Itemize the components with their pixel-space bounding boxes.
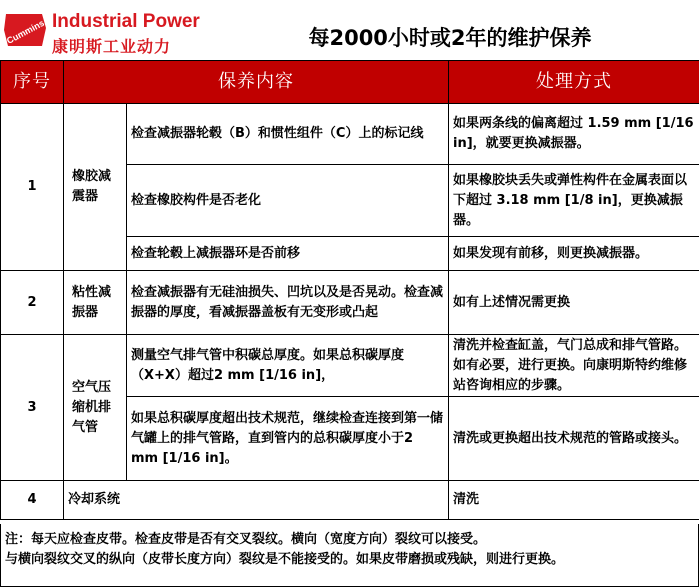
action-cell: 清洗并检查缸盖，气门总成和排气管路。如有必要，进行更换。向康明斯特约维修站咨询相应的步骤。 xyxy=(449,335,699,397)
action-cell: 如有上述情况需更换 xyxy=(449,271,699,335)
brand-logo-area xyxy=(2,4,262,54)
content-cell: 如果总积碳厚度超出技术规范，继续检查连接到第一储气罐上的排气管路，直到管内的总积碳厚度小于2 mm [1/16 in]。 xyxy=(127,397,449,481)
table-header-row xyxy=(1,61,699,104)
table-row xyxy=(1,481,699,520)
page-title: 每2000小时或2年的维护保养 xyxy=(308,26,592,50)
table-row xyxy=(1,104,699,165)
maintenance-table xyxy=(0,60,699,520)
header-no: 序号 xyxy=(1,61,64,104)
content-cell: 检查橡胶构件是否老化 xyxy=(127,165,449,237)
logo-wordmark: Cummins xyxy=(5,17,46,46)
brand-name-en: Industrial Power xyxy=(52,11,200,32)
footnote xyxy=(0,524,699,587)
component-name: 橡胶减震器 xyxy=(64,104,127,271)
brand-name-cn: 康明斯工业动力 xyxy=(52,37,172,56)
content-cell: 检查减振器有无硅油损失、凹坑以及是否晃动。检查减振器的厚度，看减振器盖板有无变形或凸起 xyxy=(127,271,449,335)
action-cell: 如果发现有前移，则更换减振器。 xyxy=(449,237,699,271)
content-cell: 冷却系统 xyxy=(64,481,449,520)
row-number: 1 xyxy=(1,104,64,271)
action-cell: 清洗或更换超出技术规范的管路或接头。 xyxy=(449,397,699,481)
row-number: 4 xyxy=(1,481,64,520)
content-cell: 检查减振器轮毂（B）和惯性组件（C）上的标记线 xyxy=(127,104,449,165)
content-cell: 测量空气排气管中积碳总厚度。如果总积碳厚度（X+X）超过2 mm [1/16 in]， xyxy=(127,335,449,397)
component-name: 粘性减振器 xyxy=(64,271,127,335)
header-action: 处理方式 xyxy=(449,61,699,104)
action-cell: 如果两条线的偏离超过 1.59 mm [1/16 in]，就要更换减振器。 xyxy=(449,104,699,165)
table-row xyxy=(1,271,699,335)
action-cell: 如果橡胶块丢失或弹性构件在金属表面以下超过 3.18 mm [1/8 in]，更换减振器。 xyxy=(449,165,699,237)
row-number: 3 xyxy=(1,335,64,481)
cummins-logo-icon xyxy=(2,10,48,50)
table-row xyxy=(1,335,699,397)
action-cell: 清洗 xyxy=(449,481,699,520)
footnote-line: 注：每天应检查皮带。检查皮带是否有交叉裂纹。横向（宽度方向）裂纹可以接受。 xyxy=(5,532,487,547)
row-number: 2 xyxy=(1,271,64,335)
footnote-line: 与横向裂纹交叉的纵向（皮带长度方向）裂纹是不能接受的。如果皮带磨损或残缺，则进行更换。 xyxy=(5,552,565,567)
header-content: 保养内容 xyxy=(64,61,449,104)
content-cell: 检查轮毂上减振器环是否前移 xyxy=(127,237,449,271)
component-name: 空气压缩机排气管 xyxy=(64,335,127,481)
